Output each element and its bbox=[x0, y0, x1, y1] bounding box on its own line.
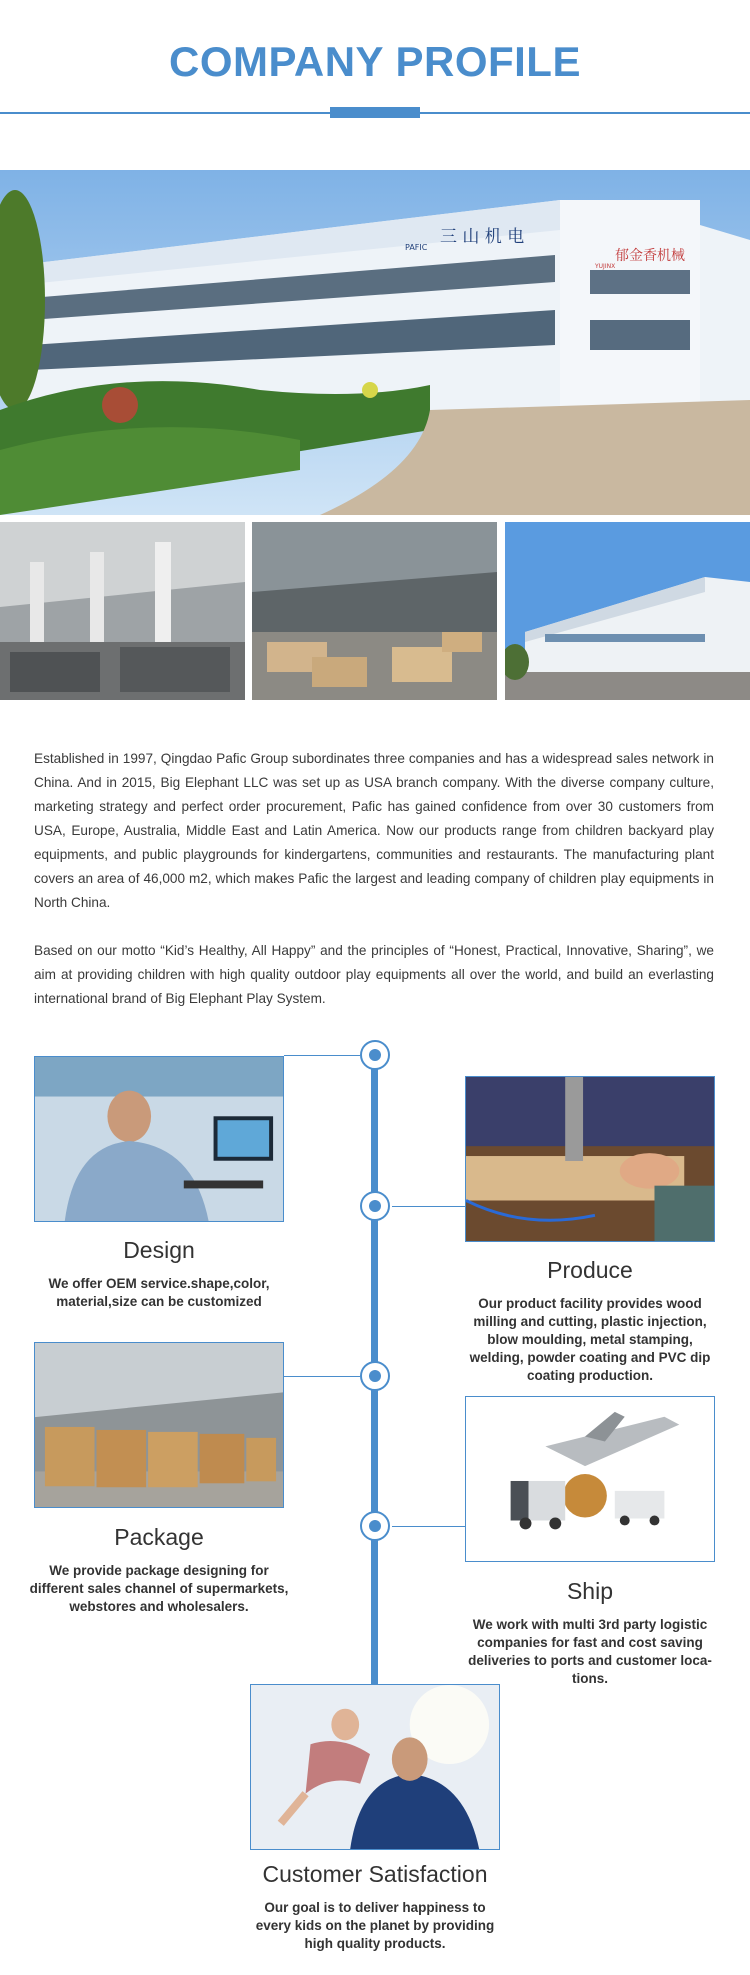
connector-ship bbox=[392, 1526, 466, 1527]
factory-exterior-photo bbox=[0, 170, 750, 515]
page-header bbox=[0, 0, 750, 115]
sign-brand-2: YUJINX bbox=[595, 263, 616, 270]
sign-text-cn-2: 郁金香机械 bbox=[615, 248, 685, 264]
step-desc-design: We offer OEM service.shape,color, material,size can be customized bbox=[48, 1276, 270, 1309]
page-title: COMPANY PROFILE bbox=[169, 38, 581, 85]
intro-paragraph-1: Established in 1997, Qingdao Pafic Group subordinates three companies and has a widespread sales network in China. And in 2015, Big Elephant LLC was set up as USA branch company. With the diverse company culture, marketing strategy and perfect order procurement, Pafic has gained confidence from over 30 customers from USA, Europe, Australia, Middle East and Latin America. Now our products range from children backyard play equipments, and public playgrounds for kindergartens, communities and restaurants. The manufacturing plant covers an area of 46,000 m2, which makes Pafic the largest and leading company of children play equipments in North China. bbox=[34, 751, 714, 910]
title-accent-bar bbox=[330, 107, 420, 118]
timeline-node-produce bbox=[360, 1191, 390, 1221]
factory-side-photo bbox=[505, 522, 750, 700]
timeline-node-package bbox=[360, 1361, 390, 1391]
step-title-design: Design bbox=[123, 1237, 195, 1263]
step-title-customer-satisfaction: Customer Satisfaction bbox=[262, 1861, 488, 1887]
step-title-package: Package bbox=[114, 1524, 204, 1550]
timeline-node-design bbox=[360, 1040, 390, 1070]
connector-produce bbox=[392, 1206, 466, 1207]
step-desc-customer-satisfaction: Our goal is to deliver happiness to every kids on the planet by providing high quality products. bbox=[255, 1900, 495, 1951]
connector-design bbox=[284, 1055, 360, 1056]
step-title-ship: Ship bbox=[566, 1578, 614, 1604]
customer-satisfaction-image bbox=[250, 1684, 500, 1850]
ship-image bbox=[465, 1396, 715, 1562]
workshop-interior-photo bbox=[0, 522, 245, 700]
step-desc-produce: Our product facility provides wood milling and cutting, plastic injection, blow moulding, metal stamping, welding, powder coating and PVC dip coating production. bbox=[469, 1296, 711, 1383]
package-image bbox=[34, 1342, 284, 1508]
sign-text-cn: 三 山 机 电 bbox=[440, 227, 525, 247]
step-title-produce: Produce bbox=[547, 1257, 633, 1283]
timeline-node-ship bbox=[360, 1511, 390, 1541]
design-image bbox=[34, 1056, 284, 1222]
step-desc-package: We provide package designing for different sales channel of supermarkets, webstores and wholesalers. bbox=[29, 1563, 289, 1614]
produce-image bbox=[465, 1076, 715, 1242]
warehouse-interior-photo bbox=[252, 522, 497, 700]
intro-paragraph-2: Based on our motto “Kid’s Healthy, All Happy” and the principles of “Honest, Practical, Innovative, Sharing”, we aim at providing children with high quality outdoor play equipments all over the world, and build an everlasting international brand of Big Elephant Play System. bbox=[34, 943, 714, 1006]
sign-brand: PAFIC bbox=[405, 243, 428, 252]
connector-package bbox=[284, 1376, 360, 1377]
step-desc-ship: We work with multi 3rd party logistic companies for fast and cost saving deliveries to ports and customer loca- tions. bbox=[468, 1617, 712, 1686]
